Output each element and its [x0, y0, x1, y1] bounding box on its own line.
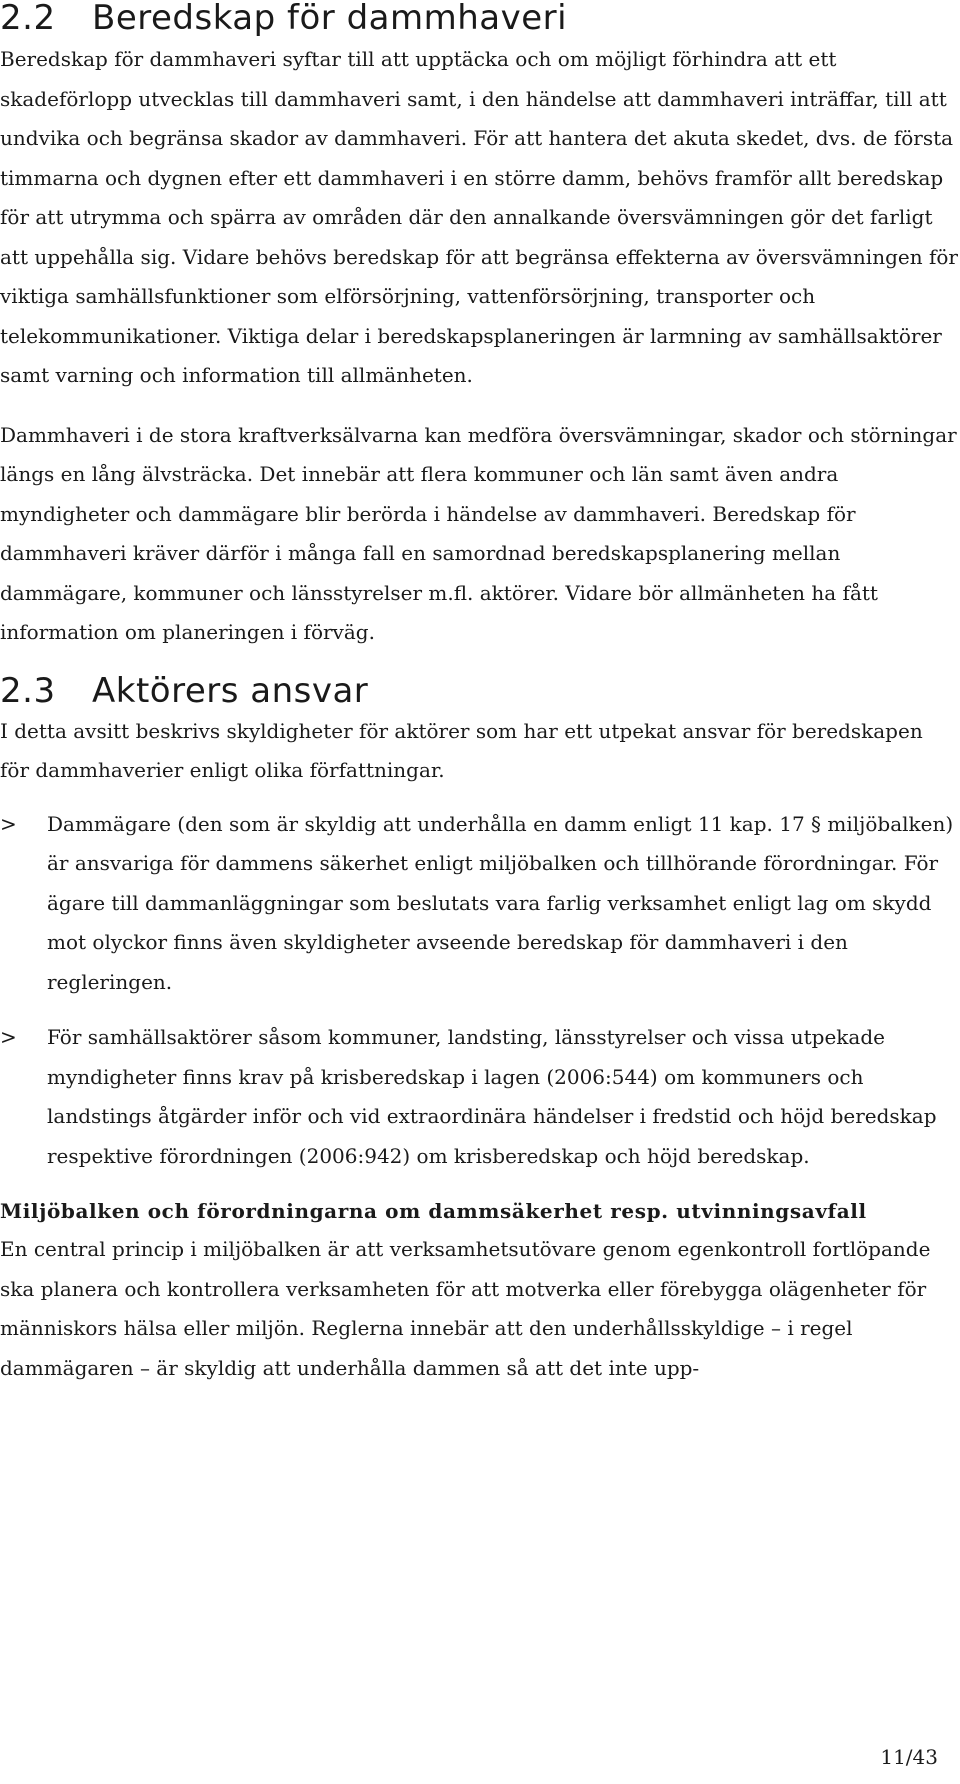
section-heading-2-2: [0, 0, 958, 36]
actor-responsibility-list: [0, 805, 958, 1177]
paragraph-dam-preparedness: Beredskap för dammhaveri syftar till att upptäcka och om möjligt förhindra att ett skadeförlopp utvecklas till dammhaveri samt, i den händelse att dammhaveri inträffar, till att undvika och begränsa skador av dammhaveri. För att hantera det akuta skedet, dvs. de första timmarna och dygnen efter ett dammhaveri i en större damm, behövs framför allt beredskap för att utrymma och spärra av områden där den annalkande översvämningen gör det farligt att uppehålla sig. Vidare behövs beredskap för att begränsa effekterna av översvämningen för viktiga samhällsfunktioner som elförsörjning, vattenförsörjning, transporter och telekommunikationer. Viktiga delar i beredskapsplaneringen är larmning av samhällsaktörer samt varning och information till allmänheten.: [0, 47, 958, 387]
list-item: [0, 1018, 958, 1176]
bullet-marker: >: [0, 1025, 17, 1049]
paragraph-self-monitoring: En central princip i miljöbalken är att verksamhetsutövare genom egenkontroll fortlöpande ska planera och kontrollera verksamheten för att motverka eller förebygga olägenheter för människors hälsa eller miljön. Reglerna innebär att den underhållsskyldige – i regel dammägaren – är skyldig att underhålla dammen så att det inte upp-: [0, 1237, 931, 1380]
bullet-marker: >: [0, 811, 17, 836]
section-heading-2-3: [0, 670, 958, 711]
page-number: 11/43: [880, 1745, 938, 1769]
list-item: [0, 805, 958, 1003]
section-number: 2.2: [0, 0, 56, 38]
section-number: 2.3: [0, 670, 56, 711]
paragraph-section-intro: I detta avsitt beskrivs skyldigheter för aktörer som har ett utpekat ansvar för beredskapen för dammhaverier enligt olika författningar.: [0, 718, 923, 782]
section-title: Aktörers ansvar: [92, 670, 369, 711]
paragraph-power-rivers: Dammhaveri i de stora kraftverksälvarna kan medföra översvämningar, skador och störningar längs en lång älvsträcka. Det innebär att flera kommuner och län samt även andra myndigheter och dammägare blir berörda i händelse av dammhaveri. Beredskap för dammhaveri kräver därför i många fall en samordnad beredskapsplanering mellan dammägare, kommuner och länsstyrelser m.fl. aktörer. Vidare bör allmänheten ha fått information om planeringen i förväg.: [0, 422, 957, 644]
subheading-environmental-code: Miljöbalken och förordningarna om dammsäkerhet resp. utvinningsavfall: [0, 1199, 867, 1223]
list-item-text: För samhällsaktörer såsom kommuner, landsting, länsstyrelser och vissa utpekade myndigheter finns krav på krisberedskap i lagen (2006:544) om kommuners och landstings åtgärder inför och vid extraordinära händelser i fredstid och höjd beredskap respektive förordningen (2006:942) om krisberedskap och höjd beredskap.: [47, 1025, 937, 1168]
list-item-text: Dammägare (den som är skyldig att underhålla en damm enligt 11 kap. 17 § miljöbalken) är ansvariga för dammens säkerhet enligt miljöbalken och tillhörande förordningar. För ägare till dammanläggningar som beslutats vara farlig verksamhet enligt lag om skydd mot olyckor finns även skyldigheter avseende beredskap för dammhaveri i den regleringen.: [47, 811, 954, 994]
section-title: Beredskap för dammhaveri: [92, 0, 568, 38]
